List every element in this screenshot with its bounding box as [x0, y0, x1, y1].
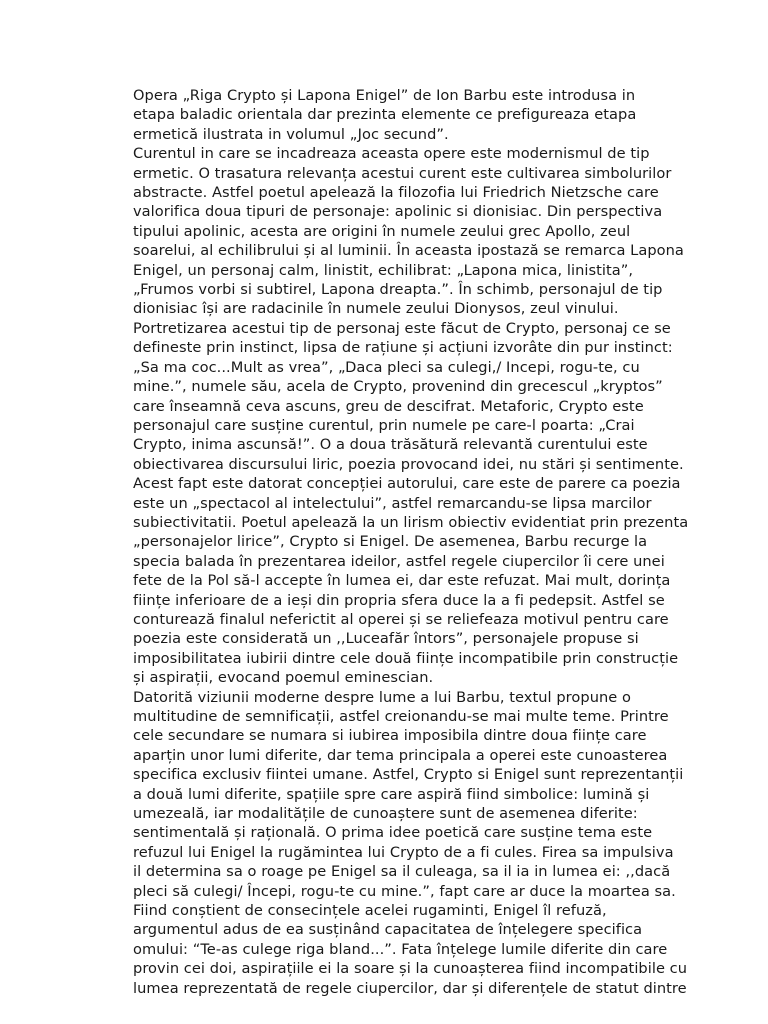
- paragraph: [93, 144, 689, 687]
- text-line: Crypto, inima ascunsă!”. O a doua trăsătură relevantă curentului este: [133, 436, 648, 454]
- text-line: umezeală, iar modalitățile de cunoaștere sunt de asemenea diferite:: [133, 805, 638, 823]
- text-line: fete de la Pol să-l accepte în lumea ei, dar este refuzat. Mai mult, dorința: [133, 572, 671, 590]
- text-line: Acest fapt este datorat concepției autorului, care este de parere ca poezia: [133, 475, 681, 493]
- text-line: ființe inferioare de a ieși din propria sfera duce la a fi pedepsit. Astfel se: [133, 591, 665, 609]
- text-line: Fiind conștient de consecințele acelei rugaminti, Enigel îl refuză,: [133, 902, 607, 920]
- paragraph: [93, 86, 683, 144]
- text-line: Enigel, un personaj calm, linistit, echilibrat: „Lapona mica, linistita”,: [133, 261, 634, 279]
- text-line: specifica exclusiv fiintei umane. Astfel, Crypto si Enigel sunt reprezentanții: [133, 766, 684, 784]
- text-line: refuzul lui Enigel la rugămintea lui Crypto de a fi cules. Firea sa impulsiva: [133, 843, 674, 861]
- text-line: aparțin unor lumi diferite, dar tema principala a operei este cunoasterea: [133, 746, 668, 764]
- paragraph: [93, 688, 688, 999]
- text-line: etapa baladic orientala dar prezinta elemente ce prefigureaza etapa: [133, 106, 637, 124]
- text-line: Opera „Riga Crypto și Lapona Enigel” de Ion Barbu este introdusa in: [133, 87, 636, 104]
- text-line: personajul care susține curentul, prin numele pe care-l poarta: „Crai: [133, 416, 635, 434]
- text-line: provin cei doi, aspirațiile ei la soare și la cunoașterea fiind incompatibile cu: [133, 960, 688, 978]
- text-line: cele secundare se numara si iubirea imposibila dintre doua ființe care: [133, 727, 647, 745]
- text-line: obiectivarea discursului liric, poezia provocand idei, nu stări și sentimente.: [133, 455, 684, 473]
- text-line: ermetică ilustrata in volumul „Joc secund”.: [133, 125, 449, 143]
- text-line: „Sa ma coc...Mult as vrea”, „Daca pleci sa culegi,/ Incepi, rogu-te, cu: [133, 358, 640, 376]
- text-line: lumea reprezentată de regele ciupercilor, dar și diferențele de statut dintre: [133, 979, 687, 997]
- text-line: omului: “Te-as culege riga bland...”. Fata înțelege lumile diferite din care: [133, 940, 668, 958]
- text-line: multitudine de semnificații, astfel creionandu-se mai multe teme. Printre: [133, 708, 669, 725]
- document-body: [93, 86, 689, 998]
- text-line: Datorită viziunii moderne despre lume a lui Barbu, textul propune o: [133, 688, 631, 706]
- text-line: Curentul in care se incadreaza aceasta opere este modernismul de tip: [133, 145, 650, 163]
- text-line: mine.”, numele său, acela de Crypto, provenind din grecescul „kryptos”: [133, 378, 663, 396]
- text-line: a două lumi diferite, spațiile spre care aspiră fiind simbolice: lumină și: [133, 785, 650, 803]
- text-line: pleci să culegi/ Începi, rogu-te cu mine.”, fapt care ar duce la moartea sa.: [133, 882, 676, 900]
- text-line: „Frumos vorbi si subtirel, Lapona dreapta.”. În schimb, personajul de tip: [133, 281, 663, 299]
- text-line: imposibilitatea iubirii dintre cele două ființe incompatibile prin construcție: [133, 649, 679, 667]
- text-line: valorifica doua tipuri de personaje: apolinic si dionisiac. Din perspectiva: [133, 203, 663, 221]
- text-line: conturează finalul neferictit al operei și se reliefeaza motivul pentru care: [133, 610, 669, 628]
- text-line: specia balada în prezentarea ideilor, astfel regele ciupercilor îi cere unei: [133, 552, 665, 570]
- text-line: dionisiac își are radacinile în numele zeului Dionysos, zeul vinului.: [133, 300, 619, 318]
- text-line: care înseamnă ceva ascuns, greu de descifrat. Metaforic, Crypto este: [133, 397, 644, 415]
- text-line: sentimentală și rațională. O prima idee poetică care susține tema este: [133, 824, 653, 842]
- text-line: Portretizarea acestui tip de personaj este făcut de Crypto, personaj ce se: [133, 319, 671, 337]
- text-line: abstracte. Astfel poetul apelează la filozofia lui Friedrich Nietzsche care: [133, 184, 659, 202]
- text-line: poezia este considerată un ,,Luceafăr întors”, personajele propuse si: [133, 630, 639, 648]
- text-line: este un „spectacol al intelectului”, astfel remarcandu-se lipsa marcilor: [133, 494, 652, 512]
- text-line: și aspirații, evocand poemul eminescian.: [133, 669, 434, 687]
- text-line: defineste prin instinct, lipsa de rațiune și acțiuni izvorâte din pur instinct:: [133, 339, 673, 357]
- text-line: tipului apolinic, acesta are origini în numele zeului grec Apollo, zeul: [133, 222, 631, 240]
- text-line: argumentul adus de ea susținând capacitatea de înțelegere specifica: [133, 921, 643, 939]
- text-line: soarelui, al echilibrului și al luminii. În aceasta ipostază se remarca Lapona: [133, 242, 684, 260]
- text-line: subiectivitatii. Poetul apelează la un lirism obiectiv evidentiat prin prezenta: [133, 513, 689, 531]
- text-line: „personajelor lirice”, Crypto si Enigel. De asemenea, Barbu recurge la: [133, 533, 648, 551]
- text-line: ermetic. O trasatura relevanța acestui curent este cultivarea simbolurilor: [133, 164, 672, 182]
- text-line: il determina sa o roage pe Enigel sa il culeaga, sa il ia in lumea ei: ,,dacă: [133, 863, 671, 881]
